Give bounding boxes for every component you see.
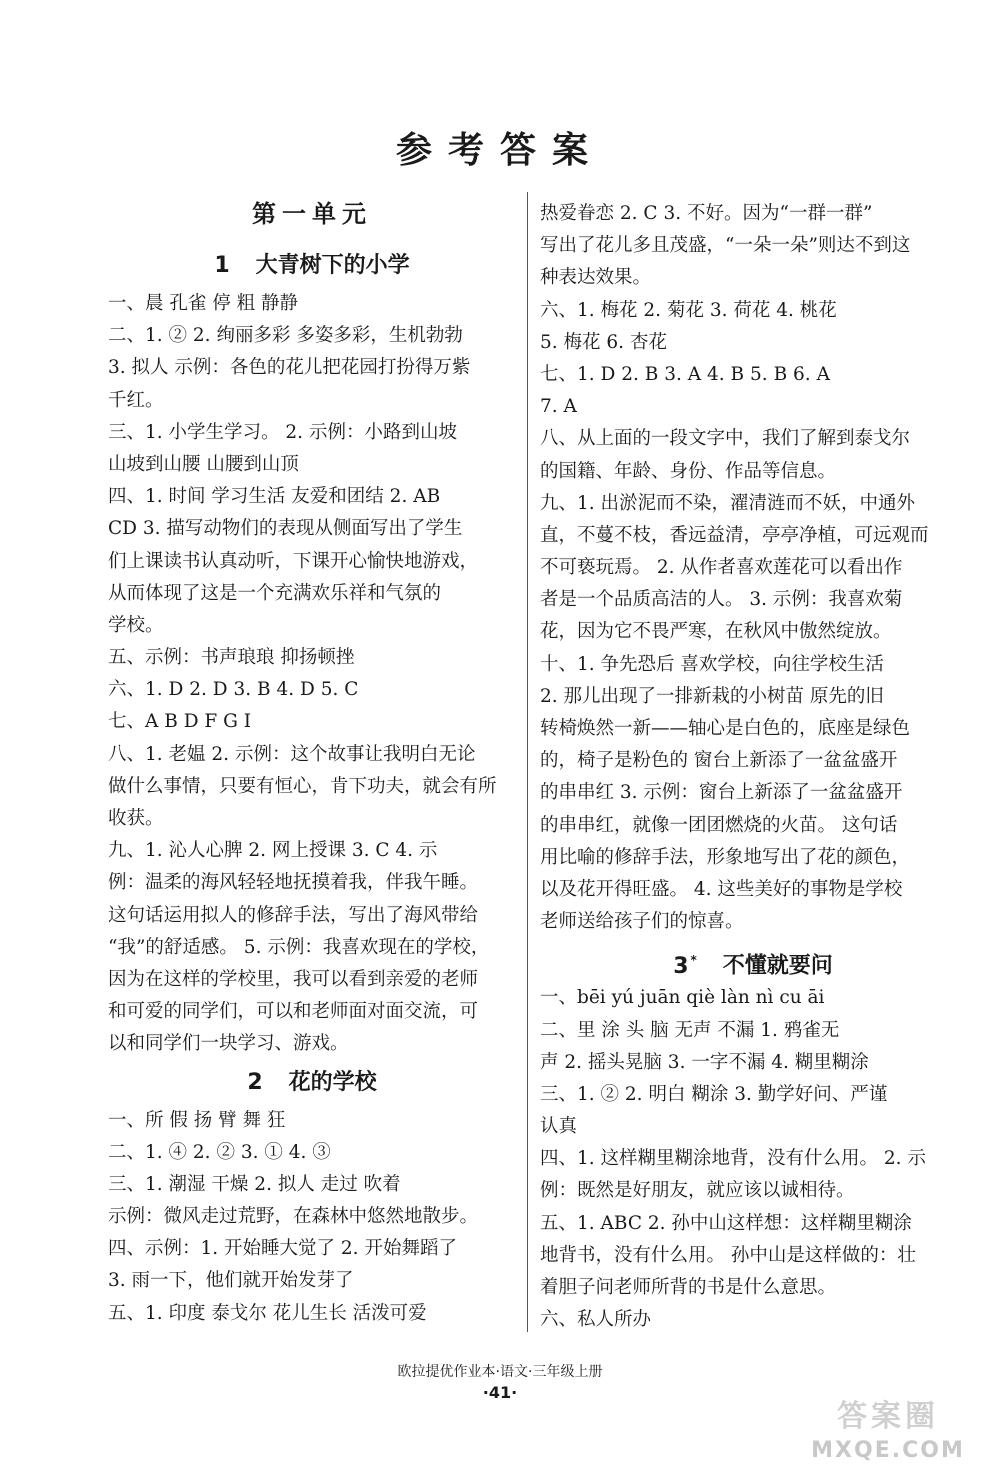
answer-line: 认真 (540, 1116, 578, 1138)
answer-line: 三、1. ② 2. 明白 糊涂 3. 勤学好问、严谨 (540, 1083, 888, 1105)
answer-line: 六、1. D 2. D 3. B 4. D 5. C (108, 679, 359, 701)
answer-line: 的串串红 3. 示例：窗台上新添了一盆盆盛开 (540, 782, 903, 804)
answer-line: “我”的舒适感。 5. 示例：我喜欢现在的学校， (108, 936, 490, 958)
lesson-3-answers (540, 982, 966, 1336)
answer-line: 四、1. 这样糊里糊涂地背，没有什么用。 2. 示 (540, 1148, 926, 1170)
answer-line: 七、A B D F G I (108, 711, 252, 733)
lesson-2-number: 2 (247, 1069, 263, 1095)
answer-line: 八、1. 老媪 2. 示例：这个故事让我明白无论 (108, 743, 476, 765)
left-column (108, 198, 516, 1330)
answer-line: 5. 梅花 6. 杏花 (540, 331, 667, 353)
answer-line: 的串串红，就像一团团燃烧的火苗。 这句话 (540, 814, 898, 836)
answer-line: 这句话运用拟人的修辞手法，写出了海风带给 (108, 904, 479, 926)
answer-line: 四、1. 时间 学习生活 友爱和团结 2. AB (108, 486, 441, 508)
answer-line: 用比喻的修辞手法，形象地写出了花的颜色， (540, 846, 911, 868)
answer-line: 声 2. 摇头晃脑 3. 一字不漏 4. 糊里糊涂 (540, 1051, 869, 1073)
page-title: 参考答案 (395, 129, 604, 171)
answer-line: 做什么事情，只要有恒心，肯下功夫，就会有所 (108, 775, 497, 797)
answer-line: 千红。 (108, 389, 164, 411)
answer-line: 3. 拟人 示例：各色的花儿把花园打扮得万紫 (108, 357, 471, 379)
answer-line: 一、所 假 扬 臂 舞 狂 (108, 1109, 286, 1131)
lesson-3-number (673, 954, 697, 979)
lesson-2-title (108, 1061, 516, 1105)
answer-line: 写出了花儿多且茂盛，“一朵一朵”则达不到这 (540, 235, 911, 257)
answer-line: 收获。 (108, 808, 164, 829)
answer-line: 二、里 涂 头 脑 无声 不漏 1. 鸦雀无 (540, 1019, 840, 1041)
answer-line: 的，椅子是粉色的 窗台上新添了一盆盆盛开 (540, 750, 898, 772)
answer-line: 五、示例：书声琅琅 抑扬顿挫 (108, 647, 355, 669)
answer-line: 地背书，没有什么用。 孙中山是这样做的：壮 (540, 1244, 916, 1266)
answer-line: 和可爱的同学们，可以和老师面对面交流，可 (108, 1001, 479, 1023)
answer-line: 示例：微风走过荒野，在森林中悠然地散步。 (108, 1206, 479, 1228)
watermark-site: MXQE.COM (811, 1438, 965, 1463)
lesson-3-title (540, 938, 966, 982)
answer-line: 2. 那儿出现了一排新栽的小树苗 原先的旧 (540, 685, 884, 707)
watermark (798, 1391, 978, 1463)
lesson-1-number: 1 (214, 253, 230, 278)
page-number: ·41· (482, 1383, 518, 1402)
answer-line: 不可亵玩焉。 2. 从作者喜欢莲花可以看出作 (540, 557, 903, 579)
answer-line: 老师送给孩子们的惊喜。 (540, 911, 744, 933)
lesson-2-answers-continued (540, 198, 966, 938)
answer-line: 们上课读书认真动听，下课开心愉快地游戏， (108, 550, 479, 572)
answer-line: 一、晨 孔雀 停 粗 静静 (108, 293, 299, 314)
answer-line: 六、私人所办 (540, 1309, 652, 1331)
book-footer: 欧拉提优作业本·语文·三年级上册 (397, 1364, 603, 1380)
answer-line: 3. 雨一下，他们就开始发芽了 (108, 1270, 354, 1292)
answer-line: 热爱眷恋 2. C 3. 不好。因为“一群一群” (540, 203, 873, 224)
watermark-logo: 答案圈 (837, 1399, 939, 1434)
unit-title: 第一单元 (252, 200, 372, 228)
lesson-3-number-text: 3 (673, 953, 689, 979)
answer-line: 八、从上面的一段文字中，我们了解到泰戈尔 (540, 428, 911, 450)
answer-line: 转椅焕然一新——轴心是白色的，底座是绿色 (540, 718, 911, 739)
answer-line: CD 3. 描写动物们的表现从侧面写出了学生 (108, 518, 463, 540)
lesson-1-name: 大青树下的小学 (255, 253, 410, 278)
answer-line: 五、1. ABC 2. 孙中山这样想：这样糊里糊涂 (540, 1212, 912, 1234)
answer-line: 九、1. 出淤泥而不染，濯清涟而不妖，中通外 (540, 492, 916, 514)
answer-line: 直，不蔓不枝，香远益清，亭亭净植，可远观而 (540, 524, 929, 546)
answer-line: 四、示例：1. 开始睡大觉了 2. 开始舞蹈了 (108, 1238, 457, 1260)
answer-line: 者是一个品质高洁的人。 3. 示例：我喜欢菊 (540, 589, 903, 611)
answer-line: 六、1. 梅花 2. 菊花 3. 荷花 4. 桃花 (540, 299, 837, 321)
answer-line: 种表达效果。 (540, 267, 652, 289)
answer-line: 二、1. ② 2. 绚丽多彩 多姿多彩，生机勃勃 (108, 325, 463, 347)
answer-line: 九、1. 沁人心脾 2. 网上授课 3. C 4. 示 (108, 840, 438, 862)
answer-line: 从而体现了这是一个充满欢乐祥和气氛的 (108, 582, 442, 604)
answer-line: 七、1. D 2. B 3. A 4. B 5. B 6. A (540, 363, 830, 385)
answer-line: 因为在这样的学校里，我可以看到亲爱的老师 (108, 968, 479, 990)
optional-lesson-mark: * (690, 953, 697, 968)
lesson-3-name: 不懂就要问 (722, 953, 833, 979)
lesson-1-answers (108, 288, 516, 1061)
answer-line: 山坡到山腰 山腰到山顶 (108, 453, 299, 475)
answer-line: 学校。 (108, 614, 164, 636)
answer-line: 三、1. 潮湿 干燥 2. 拟人 走过 吹着 (108, 1173, 401, 1195)
lesson-1-title (108, 244, 516, 288)
answer-line: 花，因为它不畏严寒，在秋风中傲然绽放。 (540, 621, 892, 643)
answer-line: 着胆子问老师所背的书是什么意思。 (540, 1277, 837, 1298)
answer-line: 三、1. 小学生学习。 2. 示例：小路到山坡 (108, 421, 457, 443)
answer-line: 二、1. ④ 2. ② 3. ① 4. ③ (108, 1141, 331, 1163)
lesson-2-name: 花的学校 (288, 1069, 377, 1095)
answer-line: 一、bēi yú juān qiè làn nì cu āi (540, 987, 825, 1009)
answer-line: 例：温柔的海风轻轻地抚摸着我，伴我午睡。 (108, 872, 479, 894)
answer-line: 以及花开得旺盛。 4. 这些美好的事物是学校 (540, 878, 903, 900)
answer-line: 五、1. 印度 泰戈尔 花儿生长 活泼可爱 (108, 1302, 427, 1324)
column-divider (527, 192, 528, 1332)
answer-line: 例：既然是好朋友，就应该以诚相待。 (540, 1180, 855, 1202)
answer-line: 十、1. 争先恐后 喜欢学校，向往学校生活 (540, 653, 884, 675)
answer-line: 以和同学们一块学习、游戏。 (108, 1033, 349, 1055)
lesson-2-answers (108, 1105, 516, 1330)
answer-line: 的国籍、年龄、身份、作品等信息。 (540, 460, 837, 482)
answer-line: 7. A (540, 396, 577, 418)
right-column (540, 198, 966, 1336)
